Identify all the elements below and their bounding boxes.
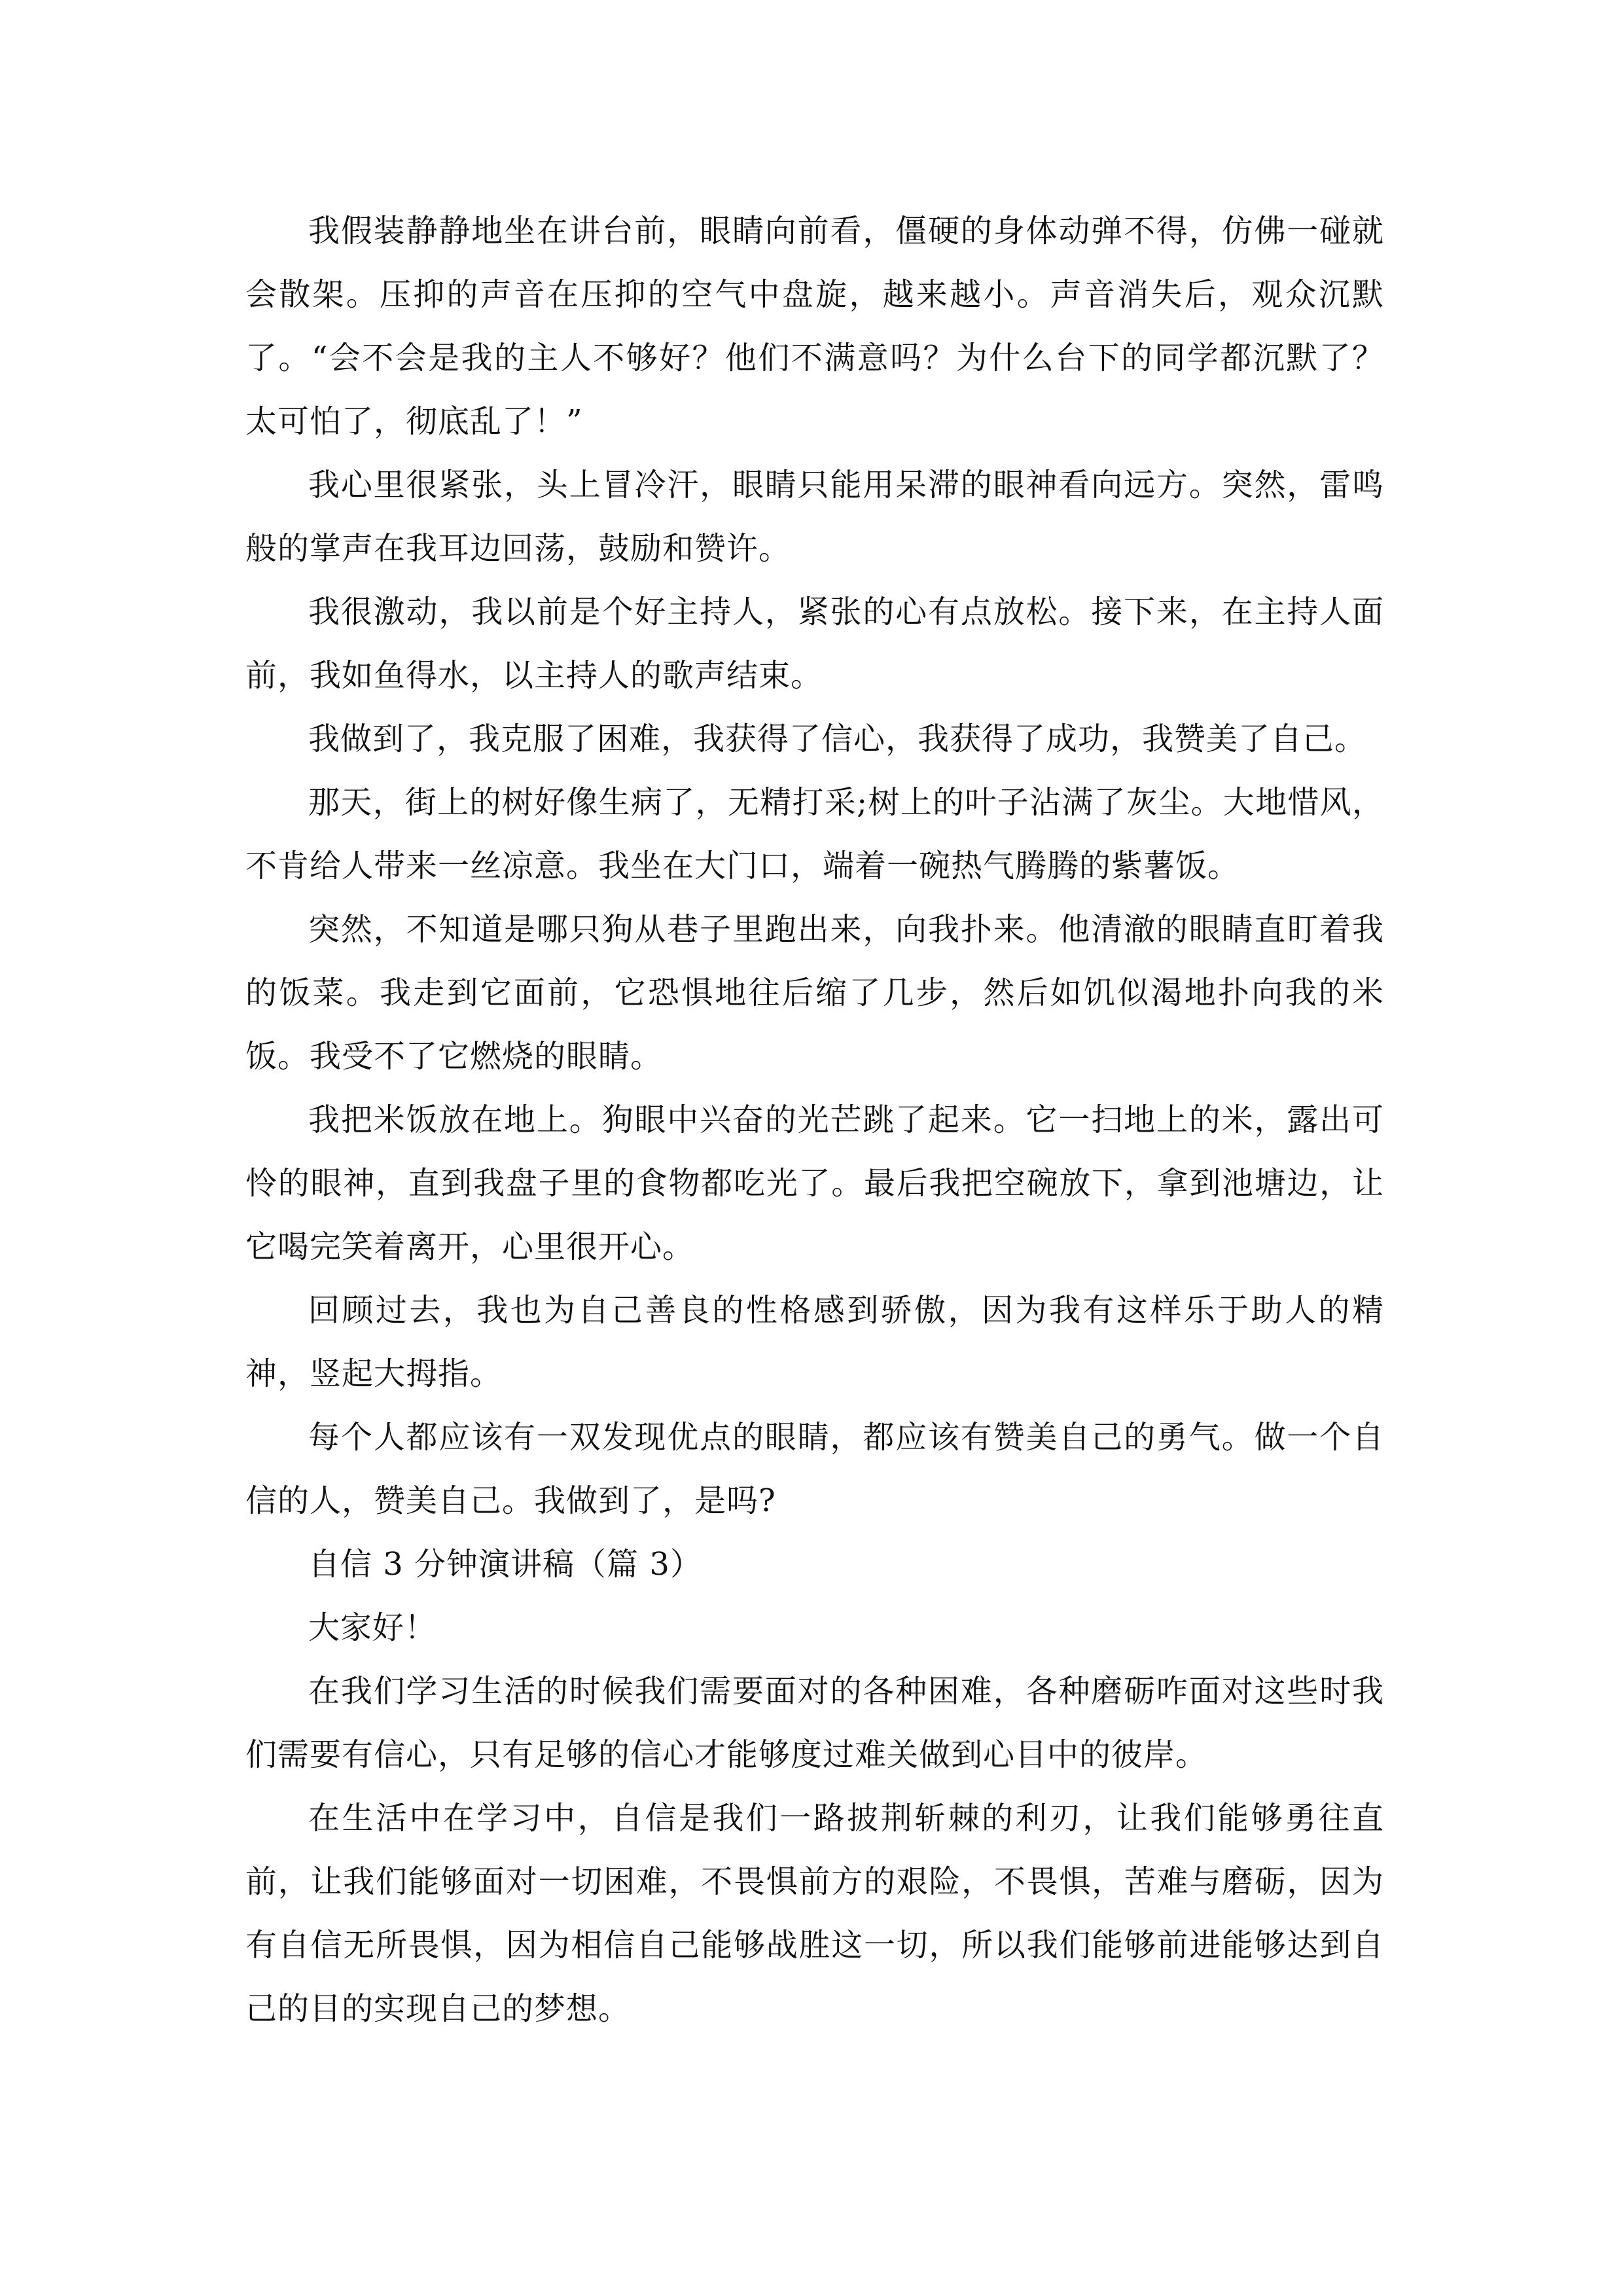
paragraph-3: 我很激动，我以前是个好主持人，紧张的心有点放松。接下来，在主持人面前，我如鱼得水，以主持人的歌声结束。 [245, 594, 1384, 694]
paragraph-4: 我做到了，我克服了困难，我获得了信心，我获得了成功，我赞美了自己。 [308, 721, 1367, 757]
greeting: 大家好！ [308, 1609, 437, 1646]
section-heading: 自信 3 分钟演讲稿（篇 3） [308, 1546, 702, 1583]
paragraph-6: 突然，不知道是哪只狗从巷子里跑出来，向我扑来。他清澈的眼睛直盯着我的饭菜。我走到它面前，它恐惧地往后缩了几步，然后如饥似渴地扑向我的米饭。我受不了它燃烧的眼睛。 [245, 911, 1384, 1075]
document-body [245, 200, 1384, 2041]
paragraph-2: 我心里很紧张，头上冒冷汗，眼睛只能用呆滞的眼神看向远方。突然，雷鸣般的掌声在我耳边回荡，鼓励和赞许。 [245, 467, 1384, 567]
paragraph-9: 每个人都应该有一双发现优点的眼睛，都应该有赞美自己的勇气。做一个自信的人，赞美自己。我做到了，是吗? [245, 1419, 1384, 1519]
paragraph-1: 我假装静静地坐在讲台前，眼睛向前看，僵硬的身体动弹不得，仿佛一碰就会散架。压抑的声音在压抑的空气中盘旋，越来越小。声音消失后，观众沉默了。“会不会是我的主人不够好？他们不满意吗？为什么台下的同学都沉默了？太可怕了，彻底乱了！” [245, 213, 1384, 440]
paragraph-5: 那天，街上的树好像生病了，无精打采;树上的叶子沾满了灰尘。大地惜风，不肯给人带来一丝凉意。我坐在大门口，端着一碗热气腾腾的紫薯饭。 [245, 784, 1384, 884]
paragraph-7: 我把米饭放在地上。狗眼中兴奋的光芒跳了起来。它一扫地上的米，露出可怜的眼神，直到我盘子里的食物都吃光了。最后我把空碗放下，拿到池塘边，让它喝完笑着离开，心里很开心。 [245, 1102, 1384, 1265]
paragraph-10: 在我们学习生活的时候我们需要面对的各种困难，各种磨砺咋面对这些时我们需要有信心，只有足够的信心才能够度过难关做到心目中的彼岸。 [245, 1673, 1384, 1773]
paragraph-8: 回顾过去，我也为自己善良的性格感到骄傲，因为我有这样乐于助人的精神，竖起大拇指。 [245, 1292, 1384, 1392]
paragraph-11: 在生活中在学习中，自信是我们一路披荆斩棘的利刃，让我们能够勇往直前，让我们能够面对一切困难，不畏惧前方的艰险，不畏惧，苦难与磨砺，因为有自信无所畏惧，因为相信自己能够战胜这一切，所以我们能够前进能够达到自己的目的实现自己的梦想。 [245, 1800, 1384, 2027]
